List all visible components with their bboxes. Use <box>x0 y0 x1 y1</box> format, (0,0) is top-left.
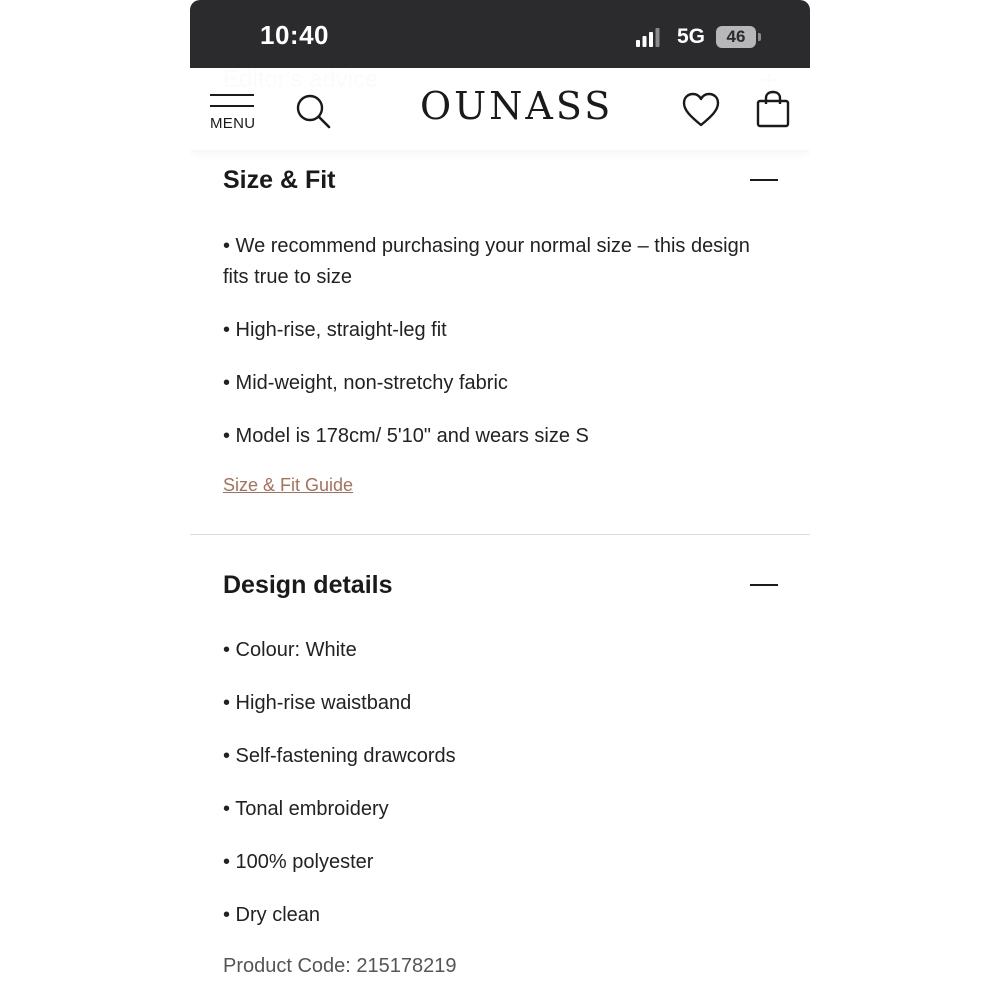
signal-icon <box>636 27 660 47</box>
status-bar <box>190 0 810 68</box>
list-item: • High-rise waistband <box>223 692 412 714</box>
design-details-title[interactable]: Design details <box>223 571 393 599</box>
status-time: 10:40 <box>260 20 329 50</box>
menu-icon <box>210 94 258 107</box>
battery-tip <box>758 33 761 41</box>
design-details-collapse-button[interactable] <box>742 571 786 601</box>
list-item: • We recommend purchasing your normal size – this design fits true to size <box>223 235 750 288</box>
battery-icon: 46 <box>716 26 756 48</box>
minus-icon <box>750 179 778 181</box>
list-item: • 100% polyester <box>223 851 374 873</box>
list-item: • Colour: White <box>223 639 357 661</box>
site-logo[interactable]: OUNASS <box>420 84 614 128</box>
size-fit-collapse-button[interactable] <box>742 166 786 196</box>
phone-screen <box>190 0 810 1000</box>
list-item: • Dry clean <box>223 904 321 926</box>
site-header <box>190 68 810 150</box>
divider <box>190 534 810 535</box>
search-icon[interactable] <box>294 92 334 132</box>
bag-icon[interactable] <box>756 90 790 128</box>
product-code: Product Code: 215178219 <box>223 955 457 977</box>
list-item: • Mid-weight, non-stretchy fabric <box>223 372 508 394</box>
size-fit-guide-link[interactable]: Size & Fit Guide <box>223 475 354 495</box>
menu-button[interactable] <box>210 94 258 136</box>
minus-icon <box>750 584 778 586</box>
list-item: • Tonal embroidery <box>223 798 389 820</box>
list-item: • Self-fastening drawcords <box>223 745 456 767</box>
list-item: • High-rise, straight-leg fit <box>223 319 447 341</box>
menu-label: MENU <box>210 115 256 132</box>
heart-icon[interactable] <box>682 92 720 128</box>
network-label: 5G <box>677 25 706 48</box>
size-fit-title[interactable]: Size & Fit <box>223 166 336 194</box>
list-item: • Model is 178cm/ 5'10" and wears size S <box>223 425 589 447</box>
